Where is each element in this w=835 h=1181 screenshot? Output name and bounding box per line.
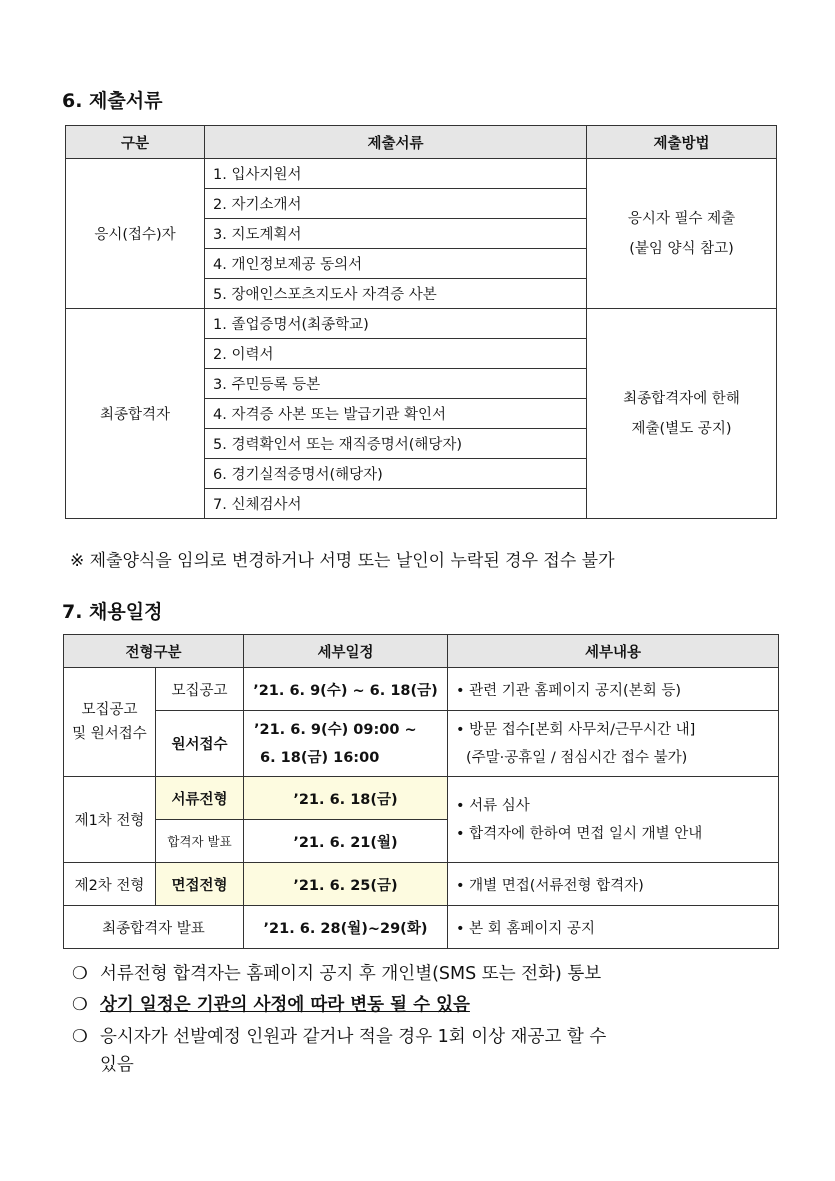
circle-bullet-icon: ❍ (72, 1027, 88, 1047)
table-row (64, 668, 779, 711)
stage-group: 제1차 전형 (64, 777, 156, 863)
table-row (64, 906, 779, 949)
bullet-line (72, 1023, 772, 1079)
stage-sub: 서류전형 (156, 777, 244, 820)
schedule-date: ’21. 6. 21(월) (244, 820, 448, 863)
documents-table (65, 125, 777, 519)
method-line: 응시자 필수 제출 (627, 210, 736, 227)
group-label: 응시(접수)자 (66, 159, 205, 309)
stage-group (64, 668, 156, 777)
circle-bullet-icon: ❍ (72, 995, 88, 1015)
schedule-detail (448, 777, 779, 863)
detail-line: (주말·공휴일 / 점심시간 접수 불가) (466, 749, 688, 766)
header-category: 구분 (66, 126, 205, 159)
document-item: 3. 주민등록 등본 (205, 369, 587, 399)
header-schedule: 세부일정 (244, 635, 448, 668)
stage-sub: 합격자 발표 (156, 820, 244, 863)
document-item: 7. 신체검사서 (205, 489, 587, 519)
header-stage: 전형구분 (64, 635, 244, 668)
document-item: 6. 경기실적증명서(해당자) (205, 459, 587, 489)
method-line: (붙임 양식 참고) (629, 240, 734, 257)
schedule-table (63, 634, 779, 949)
stage-group: 제2차 전형 (64, 863, 156, 906)
schedule-detail: • 본 회 홈페이지 공지 (448, 906, 779, 949)
schedule-detail: • 관련 기관 홈페이지 공지(본회 등) (448, 668, 779, 711)
document-item: 3. 지도계획서 (205, 219, 587, 249)
schedule-date: ’21. 6. 9(수) ~ 6. 18(금) (244, 668, 448, 711)
schedule-detail (448, 711, 779, 777)
section6-title: 6. 제출서류 (62, 90, 163, 112)
document-item: 2. 이력서 (205, 339, 587, 369)
date-line: ’21. 6. 9(수) 09:00 ~ (254, 721, 417, 738)
document-item: 2. 자기소개서 (205, 189, 587, 219)
document-item: 5. 장애인스포츠지도사 자격증 사본 (205, 279, 587, 309)
document-item: 4. 자격증 사본 또는 발급기관 확인서 (205, 399, 587, 429)
header-method: 제출방법 (587, 126, 777, 159)
stage-sub: 모집공고 (156, 668, 244, 711)
table-row (64, 777, 779, 820)
bullet-text: 상기 일정은 기관의 사정에 따라 변동 될 수 있음 (100, 995, 470, 1015)
table-row (66, 159, 777, 189)
detail-line: • 방문 접수[본회 사무처/근무시간 내] (456, 721, 696, 738)
bullet-line (72, 991, 772, 1019)
document-item: 4. 개인정보제공 동의서 (205, 249, 587, 279)
table-row (66, 309, 777, 339)
document-item: 5. 경력확인서 또는 재직증명서(해당자) (205, 429, 587, 459)
bullet-line (72, 960, 772, 988)
schedule-date: ’21. 6. 18(금) (244, 777, 448, 820)
document-item: 1. 입사지원서 (205, 159, 587, 189)
header-documents: 제출서류 (205, 126, 587, 159)
section7-title: 7. 채용일정 (62, 601, 163, 623)
bullet-text: 응시자가 선발예정 인원과 같거나 적을 경우 1회 이상 재공고 할 수 (100, 1027, 607, 1047)
circle-bullet-icon: ❍ (72, 964, 88, 984)
schedule-detail: • 개별 면접(서류전형 합격자) (448, 863, 779, 906)
detail-line: • 합격자에 한하여 면접 일시 개별 안내 (456, 825, 703, 842)
bullet-text: 있음 (100, 1055, 134, 1075)
method-line: 최종합격자에 한해 (623, 390, 740, 407)
submission-method (587, 309, 777, 519)
table-row (64, 863, 779, 906)
date-line: 6. 18(금) 16:00 (260, 749, 380, 766)
table-row (64, 711, 779, 777)
schedule-date (244, 711, 448, 777)
stage-sub: 원서접수 (156, 711, 244, 777)
stage-group-line: 모집공고 (81, 702, 138, 718)
group-label: 최종합격자 (66, 309, 205, 519)
schedule-date: ’21. 6. 25(금) (244, 863, 448, 906)
stage-group: 최종합격자 발표 (64, 906, 244, 949)
stage-group-line: 및 원서접수 (72, 726, 147, 742)
header-details: 세부내용 (448, 635, 779, 668)
stage-sub: 면접전형 (156, 863, 244, 906)
method-line: 제출(별도 공지) (631, 420, 732, 437)
submission-note: ※ 제출양식을 임의로 변경하거나 서명 또는 날인이 누락된 경우 접수 불가 (70, 551, 615, 571)
document-item: 1. 졸업증명서(최종학교) (205, 309, 587, 339)
schedule-date: ’21. 6. 28(월)~29(화) (244, 906, 448, 949)
bullet-text: 서류전형 합격자는 홈페이지 공지 후 개인별(SMS 또는 전화) 통보 (100, 964, 602, 984)
submission-method (587, 159, 777, 309)
detail-line: • 서류 심사 (456, 797, 530, 814)
